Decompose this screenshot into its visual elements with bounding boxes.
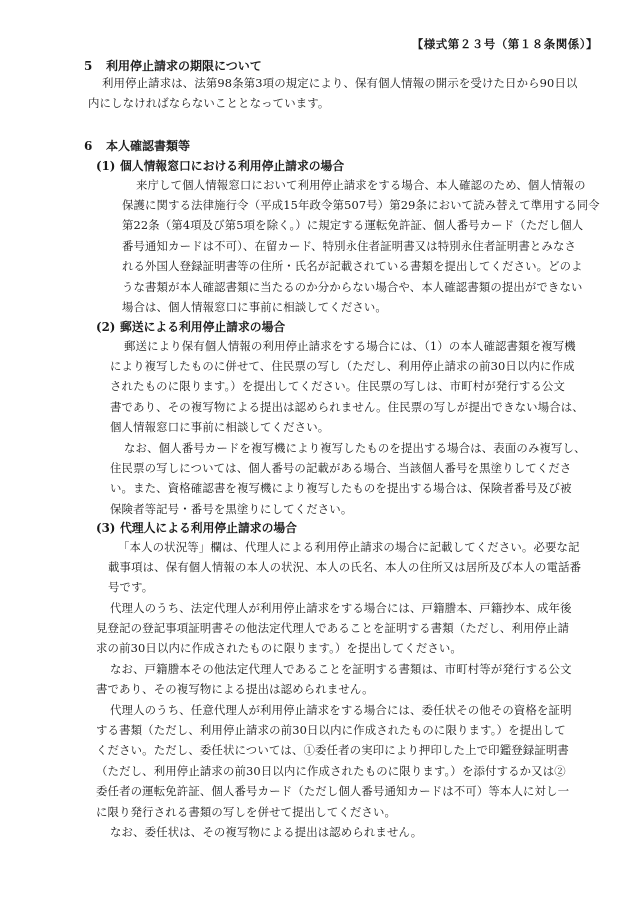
section-5-title: 利用停止請求の期限について	[106, 59, 262, 73]
subsection-3-paragraph-2	[96, 618, 569, 659]
text-line: 求の前30日以内に作成されたものに限ります。）を提出してください。	[96, 641, 462, 656]
subsection-2-paragraph-2	[110, 458, 572, 519]
text-line: 第22条（第4項及び第5項を除く。）に規定する運転免許証、個人番号カード（ただし個人	[122, 218, 584, 233]
text-line: 代理人のうち、任意代理人が利用停止請求をする場合には、委任状その他その資格を証明	[110, 703, 572, 717]
subsection-3-number: (3)	[96, 521, 116, 535]
subsection-2-paragraph-1-first	[124, 336, 576, 356]
text-line: 書であり、その複写物による提出は認められません。住民票の写しが提出できない場合は、	[110, 399, 584, 414]
subsection-2-paragraph-2-first	[124, 438, 586, 458]
text-line: 号です。	[108, 580, 154, 595]
subsection-1-number: (1)	[96, 159, 116, 173]
section-5-number: 5	[84, 59, 93, 73]
subsection-3-paragraph-5	[110, 822, 422, 842]
subsection-3-title: 代理人による利用停止請求の場合	[120, 521, 297, 535]
text-line: れる外国人登録証明書等の住所・氏名が記載されている書類を提出してください。どのよ	[122, 259, 583, 274]
text-line: 利用停止請求は、法第98条第3項の規定により、保有個人情報の開示を受けた日から90日以	[102, 76, 578, 90]
text-line: （ただし、利用停止請求の前30日以内に作成されたものに限ります。）を添付するか又は②	[96, 763, 566, 778]
subsection-3-paragraph-3-first	[110, 659, 572, 679]
subsection-2-paragraph-1	[110, 356, 584, 438]
text-line: なお、委任状は、その複写物による提出は認められません。	[110, 825, 423, 839]
section-5-paragraph-cont	[88, 93, 329, 113]
text-line: い。また、資格確認書を複写機により複写したものを提出する場合は、保険者番号及び被	[110, 481, 572, 496]
text-line: 載事項は、保有個人情報の本人の状況、本人の氏名、本人の住所又は居所及び本人の電話番	[108, 560, 582, 574]
subsection-3-paragraph-3	[96, 679, 374, 699]
text-line: 場合は、個人情報窓口に事前に相談してください。	[122, 299, 387, 314]
subsection-3-paragraph-2-first	[110, 598, 572, 618]
section-6-heading	[84, 137, 190, 154]
subsection-1-title: 個人情報窓口における利用停止請求の場合	[120, 159, 345, 173]
subsection-1-paragraph	[122, 195, 601, 317]
text-line: 保険者等記号・番号を黒塗りにしてください。	[110, 501, 353, 516]
section-5-paragraph	[102, 73, 578, 93]
text-line: 番号通知カードは不可）、在留カード、特別永住者証明書又は特別永住者証明書とみなさ	[122, 238, 576, 253]
subsection-3-heading	[96, 519, 297, 536]
text-line: 郵送により保有個人情報の利用停止請求をする場合には、（1）の本人確認書類を複写機	[124, 339, 576, 353]
text-line: 来庁して個人情報窓口において利用停止請求をする場合、本人確認のため、個人情報の	[136, 178, 586, 192]
subsection-1-paragraph-first	[136, 175, 586, 195]
text-line: 内にしなければならないこととなっています。	[88, 96, 330, 110]
subsection-3-paragraph-1-first	[118, 537, 580, 557]
text-line: ください。ただし、委任状については、①委任者の実印により押印した上で印鑑登録証明書	[96, 743, 569, 758]
text-line: 見登記の登記事項証明書その他法定代理人であることを証明する書類（ただし、利用停止請	[96, 621, 570, 635]
text-line: 個人情報窓口に事前に相談してください。	[110, 420, 330, 435]
subsection-3-paragraph-4	[96, 720, 569, 822]
form-number-label: 【様式第２３号（第１８条関係）】	[411, 37, 598, 51]
text-line: に限り発行される書類の写しを併せて提出してください。	[96, 804, 397, 819]
subsection-3-paragraph-4-first	[110, 700, 572, 720]
text-line: 保護に関する法律施行令（平成15年政令第507号）第29条において読み替えて準用する同令	[122, 198, 600, 212]
text-line: 住民票の写しについては、個人番号の記載がある場合、当該個人番号を黒塗りしてくださ	[110, 461, 572, 475]
text-line: する書類（ただし、利用停止請求の前30日以内に作成されたものに限ります。）を提出して	[96, 723, 566, 737]
text-line: 「本人の状況等」欄は、代理人による利用停止請求の場合に記載してください。必要な記	[118, 540, 580, 554]
text-line: なお、個人番号カードを複写機により複写したものを提出する場合は、表面のみ複写し、	[124, 441, 586, 455]
section-5-heading	[84, 57, 262, 74]
text-line: されたものに限ります。）を提出してください。住民票の写しは、市町村が発行する公文	[110, 379, 566, 394]
text-line: 代理人のうち、法定代理人が利用停止請求をする場合には、戸籍謄本、戸籍抄本、成年後	[110, 601, 572, 615]
text-line: 委任者の運転免許証、個人番号カード（ただし個人番号通知カードは不可）等本人に対し一	[96, 784, 570, 799]
text-line: により複写したものに併せて、住民票の写し（ただし、利用停止請求の前30日以内に作成	[110, 359, 575, 373]
subsection-2-heading	[96, 318, 285, 335]
subsection-2-title: 郵送による利用停止請求の場合	[120, 320, 286, 334]
text-line: なお、戸籍謄本その他法定代理人であることを証明する書類は、市町村等が発行する公文	[110, 662, 572, 676]
text-line: うな書類が本人確認書類に当たるのか分からない場合や、本人確認書類の提出ができない	[122, 279, 583, 294]
text-line: 書であり、その複写物による提出は認められません。	[96, 682, 374, 696]
section-6-title: 本人確認書類等	[106, 139, 191, 153]
section-6-number: 6	[84, 139, 93, 153]
subsection-3-paragraph-1	[108, 557, 581, 598]
subsection-2-number: (2)	[96, 320, 116, 334]
subsection-1-heading	[96, 157, 344, 174]
